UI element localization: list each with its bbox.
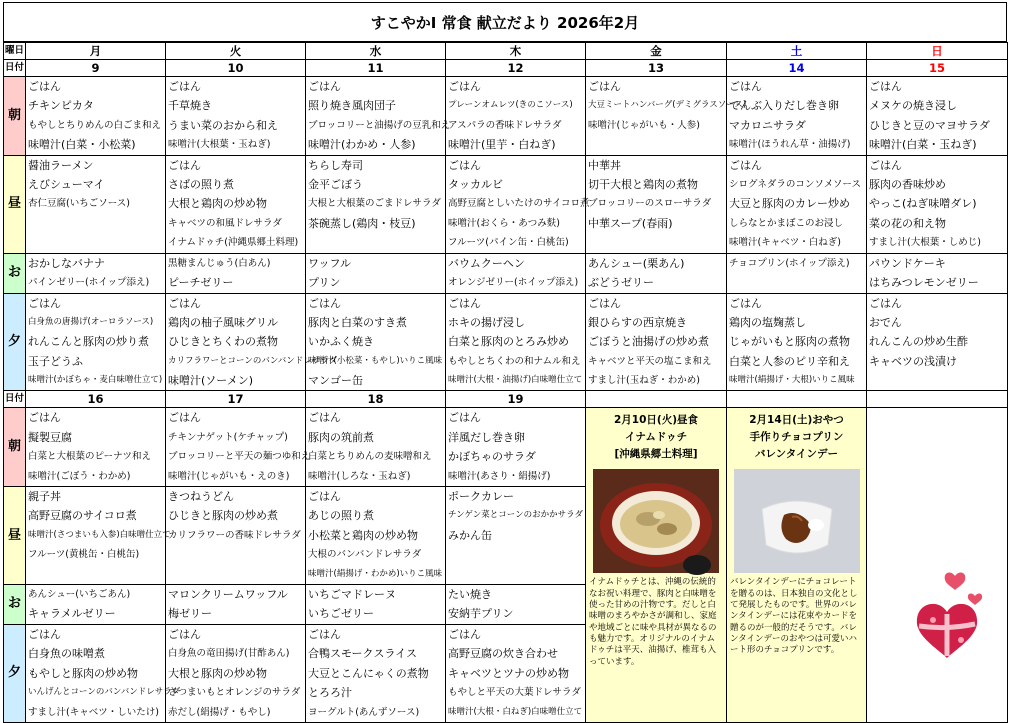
menu-item: キャベツと平天の塩こま和え: [588, 355, 712, 367]
menu-item: もやしとちりめんの白ごま和え: [28, 119, 162, 131]
menu-item: 擬製豆腐: [28, 430, 72, 444]
menu-item: もやしと豚肉の炒め物: [28, 666, 138, 680]
menu-item: チョコプリン(ホイップ添え): [729, 257, 850, 269]
menu-item: プリン: [308, 275, 341, 289]
menu-item: ごはん: [869, 158, 902, 172]
menu-item: はちみつレモンゼリー: [869, 275, 979, 289]
menu-item: 豚肉の香味炒め: [869, 177, 946, 191]
menu-item: 味噌汁(じゃがいも・えのき): [168, 470, 290, 482]
menu-item: ごはん: [168, 158, 201, 172]
menu-item: ごはん: [308, 296, 341, 310]
menu-item: 味噌汁(じゃがいも・人参): [588, 119, 700, 131]
menu-item: ごはん: [729, 80, 762, 93]
feature1-heading: イナムドゥチ: [624, 431, 688, 444]
menu-item: ワッフル: [308, 256, 352, 270]
menu-item: バウムクーヘン: [448, 256, 525, 270]
dinner-label: 夕: [4, 624, 26, 722]
menu-item: やっこ(ねぎ味噌ダレ): [869, 197, 977, 211]
breakfast-cell: [166, 408, 311, 487]
menu-item: たい焼き: [448, 587, 492, 601]
snack-cell: [727, 253, 867, 293]
menu-item: 銀ひらすの西京焼き: [588, 315, 687, 329]
feature1-heading: [沖縄県郷土料理]: [614, 448, 698, 461]
menu-item: 玉子どうふ: [28, 354, 83, 368]
date-label: 日付: [4, 60, 26, 77]
menu-item: もやしと平天の大葉ドレサラダ: [448, 687, 581, 699]
lunch-cell: [306, 155, 446, 253]
snack-cell: [306, 584, 446, 624]
date-row: [4, 60, 1008, 77]
menu-item: 切干大根と鶏肉の煮物: [588, 177, 698, 191]
weekday-row: [4, 43, 1008, 60]
menu-item: 白菜と豚肉のとろみ炒め: [448, 335, 569, 349]
lunch-cell: [867, 155, 1008, 253]
lunch-label: 昼: [4, 155, 26, 253]
breakfast-cell: [26, 408, 166, 487]
menu-item: 味噌汁(ソーメン): [168, 374, 254, 388]
menu-item: 安納芋プリン: [448, 607, 514, 621]
decoration-cell: [867, 408, 1008, 722]
menu-item: パウンドケーキ: [869, 256, 946, 270]
breakfast-cell: [306, 408, 446, 487]
lunch-cell: [26, 155, 166, 253]
menu-item: カリフラワーの香味ドレサラダ: [168, 529, 301, 541]
menu-item: ごはん: [448, 627, 481, 641]
date-cell: [867, 391, 1008, 408]
menu-item: プレーンオムレツ(きのこソース): [448, 100, 573, 111]
breakfast-cell: [727, 77, 867, 156]
menu-item: 味噌汁(ほうれん草・油揚げ): [729, 139, 851, 151]
dinner-cell: [26, 293, 166, 391]
dinner-cell: [306, 624, 446, 722]
menu-item: ごはん: [869, 80, 902, 93]
menu-item: ブロッコリーと平天の麺つゆ和え: [168, 451, 311, 463]
menu-item: でんぶ入りだし巻き卵: [729, 99, 839, 113]
menu-item: 味噌汁(しろな・玉ねぎ): [308, 470, 411, 482]
date-cell: 19: [446, 391, 586, 408]
menu-item: 高野豆腐としいたけのサイコロ煮: [448, 198, 590, 210]
weekday-cell: 月: [26, 43, 166, 60]
menu-item: 高野豆腐の炊き合わせ: [448, 647, 558, 661]
feature2-photo: [734, 469, 860, 573]
menu-item: おかしなバナナ: [28, 256, 105, 270]
menu-item: さばの照り煮: [168, 177, 234, 191]
date-cell: 14: [727, 60, 867, 77]
menu-item: 金平ごぼう: [308, 177, 363, 191]
menu-item: ごはん: [729, 158, 762, 172]
menu-item: えびシューマイ: [28, 177, 105, 191]
breakfast-cell: [306, 77, 451, 156]
menu-item: ごはん: [168, 411, 201, 425]
menu-item: いかふく焼き: [308, 335, 374, 349]
menu-item: 千草焼き: [168, 99, 212, 113]
menu-item: ごはん: [448, 80, 481, 93]
lunch-cell: [166, 155, 306, 253]
menu-item: 鶏肉の柚子風味グリル: [168, 315, 278, 329]
menu-item: 大根のバンバンドレサラダ: [308, 549, 422, 561]
snack-cell: [446, 584, 586, 624]
menu-item: 味噌汁(わかめ・人参): [308, 138, 416, 152]
menu-item: 高野豆腐のサイコロ煮: [28, 509, 137, 523]
menu-item: 味噌汁(大根葉・玉ねぎ): [168, 139, 271, 151]
feature2-panel: [727, 408, 867, 722]
menu-item: ひじきと豆のマヨサラダ: [869, 118, 990, 132]
feature1-description: イナムドゥチとは、沖縄の伝統的なお祝い料理で、豚肉と白味噌を使った甘めの汁物です。だしと白味噌のまろやかさが調和し、家庭や地域ごとに味や具材が異なるのも魅力です。オリジナルのイナムドゥチは平天、油揚げ、椎茸も入っています。: [589, 577, 717, 667]
breakfast-cell: [166, 77, 306, 156]
menu-item: チンゲン菜とコーンのおかかサラダ: [448, 510, 583, 521]
weekday-cell: 木: [446, 43, 586, 60]
menu-item: 白菜と人参のピリ辛和え: [729, 354, 850, 368]
menu-item: ぶどうゼリー: [588, 275, 654, 289]
snack-cell: [586, 253, 727, 293]
dinner-cell: [306, 293, 446, 391]
weekday-cell: 土: [727, 43, 867, 60]
menu-item: ごはん: [168, 627, 201, 641]
date-row: [4, 391, 1008, 408]
menu-item: 大根と鶏肉の炒め物: [168, 197, 267, 211]
menu-item: ごはん: [308, 490, 341, 504]
menu-item: 醤油ラーメン: [28, 158, 94, 172]
menu-item: ごはん: [28, 296, 61, 310]
menu-item: すまし汁(大根葉・しめじ): [869, 237, 981, 249]
menu-item: 大根と豚肉の炒め物: [168, 666, 267, 680]
menu-item: 梅ゼリー: [168, 607, 212, 621]
snack-label: お: [4, 584, 26, 624]
menu-item: ポークカレー: [448, 490, 514, 504]
feature2-heading: 2月14日(土)おやつ: [749, 414, 844, 427]
dinner-row: [4, 293, 1008, 391]
lunch-cell: [446, 487, 586, 585]
menu-item: キャベツの浅漬け: [869, 354, 957, 368]
menu-item: あじの照り煮: [308, 509, 374, 523]
lunch-cell: [446, 155, 590, 253]
menu-item: ごはん: [448, 411, 481, 425]
menu-item: イナムドゥチ(沖縄県郷土料理): [168, 237, 299, 249]
menu-item: 照り焼き風肉団子: [308, 99, 396, 113]
menu-item: ブロッコリーのスローサラダ: [588, 198, 712, 210]
menu-item: きつねうどん: [168, 490, 234, 504]
snack-cell: [26, 253, 166, 293]
menu-item: あんシュー(栗あん): [588, 256, 685, 270]
menu-item: おでん: [869, 315, 902, 329]
menu-item: 茶碗蒸し(鶏肉・枝豆): [308, 216, 416, 230]
menu-item: ごはん: [729, 296, 762, 310]
menu-item: 味噌汁(ごぼう・わかめ): [28, 470, 131, 482]
menu-item: すまし汁(キャベツ・しいたけ): [28, 706, 159, 718]
menu-item: 味噌汁(おくら・あつみ麩): [448, 217, 560, 229]
lunch-cell: [586, 155, 727, 253]
menu-item: れんこんと豚肉の炒り煮: [28, 335, 149, 349]
weekday-label: 曜日: [4, 43, 26, 60]
menu-item: パインゼリー(ホイップ添え): [28, 276, 150, 288]
breakfast-cell: [446, 408, 586, 487]
menu-item: マカロニサラダ: [729, 118, 806, 132]
menu-item: れんこんの炒め生酢: [869, 335, 968, 349]
date-cell: 10: [166, 60, 306, 77]
menu-item: いちごマドレーヌ: [308, 587, 396, 601]
menu-item: ごはん: [308, 627, 341, 641]
menu-item: 小松菜と鶏肉の炒め物: [308, 528, 418, 542]
menu-item: 豚肉と白菜のすき煮: [308, 315, 407, 329]
snack-cell: [306, 253, 446, 293]
gift-heart-icon: [905, 568, 991, 658]
menu-item: 味噌汁(絹揚げ・大根)いりこ風味: [729, 375, 855, 386]
menu-item: 白菜とちりめんの麦味噌和え: [308, 451, 432, 463]
menu-item: キャベツとツナの炒め物: [448, 666, 569, 680]
menu-item: キャベツの和風ドレサラダ: [168, 217, 282, 229]
menu-item: 鶏肉の塩麹蒸し: [729, 315, 806, 329]
menu-calendar: [3, 42, 1008, 723]
menu-item: もやしとちくわの和ナムル和え: [448, 355, 581, 367]
menu-item: いちごゼリー: [308, 607, 374, 621]
menu-item: 大豆と豚肉のカレー炒め: [729, 197, 850, 211]
menu-item: ひじきと豚肉の炒め煮: [168, 509, 278, 523]
menu-item: 中華スープ(春雨): [588, 216, 673, 230]
breakfast-row: [4, 77, 1008, 156]
menu-item: 赤だし(絹揚げ・もやし): [168, 706, 271, 718]
date-cell: [727, 391, 867, 408]
menu-item: チキンピカタ: [28, 99, 94, 113]
menu-item: 味噌汁(大根・白ねぎ)白味噌仕立て: [448, 706, 583, 717]
menu-item: かぼちゃのサラダ: [448, 450, 536, 464]
date-cell: 15: [867, 60, 1008, 77]
menu-item: 中華丼: [588, 158, 621, 172]
menu-item: 白身魚の唐揚げ(オーロラソース): [28, 316, 154, 327]
weekday-cell: 金: [586, 43, 727, 60]
menu-item: ごはん: [308, 411, 341, 425]
menu-item: フルーツ(黄桃缶・白桃缶): [28, 549, 140, 561]
snack-cell: [166, 253, 306, 293]
date-cell: 17: [166, 391, 306, 408]
snack-cell: [166, 584, 306, 624]
menu-item: 味噌汁(小松菜・もやし)いりこ風味: [308, 355, 443, 366]
menu-item: 白身魚の竜田揚げ(甘酢あん): [168, 648, 290, 660]
feature1-heading: 2月10日(火)昼食: [613, 414, 698, 427]
date-label: 日付: [4, 391, 26, 408]
menu-item: あんシュー(いちごあん): [28, 588, 131, 600]
menu-item: シログネダラのコンソメソース: [729, 178, 861, 190]
snack-cell: [867, 253, 1008, 293]
dinner-cell: [586, 293, 727, 391]
menu-item: フルーツ(パイン缶・白桃缶): [448, 237, 569, 249]
menu-item: ヨーグルト(あんずソース): [308, 706, 420, 718]
dinner-cell: [446, 624, 586, 722]
menu-item: 味噌汁(あさり・絹揚げ): [448, 470, 551, 482]
menu-item: ごはん: [28, 80, 61, 93]
snack-row: [4, 253, 1008, 293]
dinner-cell: [727, 293, 867, 391]
snack-label: お: [4, 253, 26, 293]
menu-item: 菜の花の和え物: [869, 216, 946, 230]
feature1-photo: [593, 469, 719, 573]
dinner-cell: [166, 624, 306, 722]
lunch-row: [4, 155, 1008, 253]
dinner-cell: [446, 293, 586, 391]
menu-item: すまし汁(玉ねぎ・わかめ): [588, 375, 700, 387]
menu-item: 味噌汁(里芋・白ねぎ): [448, 138, 556, 152]
menu-item: ごはん: [448, 296, 481, 310]
dinner-cell: [867, 293, 1008, 391]
menu-item: 杏仁豆腐(いちごソース): [28, 198, 130, 210]
lunch-cell: [166, 487, 306, 585]
menu-item: 味噌汁(かぼちゃ・麦白味噌仕立て): [28, 375, 163, 386]
dinner-label: 夕: [4, 293, 26, 391]
menu-item: 味噌汁(大根・油揚げ)白味噌仕立て: [448, 375, 583, 386]
breakfast-cell: [26, 77, 166, 156]
breakfast-cell: [446, 77, 586, 156]
date-cell: 9: [26, 60, 166, 77]
breakfast-label: 朝: [4, 77, 26, 156]
menu-item: 白身魚の味噌煮: [28, 647, 105, 661]
feature1-panel: [586, 408, 727, 722]
menu-item: 豚肉の筑前煮: [308, 430, 374, 444]
menu-item: ごはん: [588, 296, 621, 310]
menu-item: ごはん: [448, 158, 481, 172]
feature2-heading: バレンタインデー: [754, 448, 839, 461]
lunch-label: 昼: [4, 487, 26, 585]
page-title: すこやかⅠ 常食 献立だより 2026年2月: [3, 2, 1007, 42]
menu-item: 親子丼: [28, 490, 61, 504]
weekday-cell: 日: [867, 43, 1008, 60]
menu-item: メヌケの焼き浸し: [869, 99, 957, 113]
date-cell: 13: [586, 60, 727, 77]
menu-item: 黒糖まんじゅう(白あん): [168, 257, 271, 269]
menu-item: 白菜と大根葉のピーナツ和え: [28, 451, 152, 463]
menu-item: 味噌汁(さつまいも入参)白味噌仕立て: [28, 529, 171, 540]
menu-item: ごはん: [28, 411, 61, 425]
snack-cell: [446, 253, 586, 293]
dinner-cell: [26, 624, 181, 722]
menu-item: ごぼうと油揚げの炒め煮: [588, 335, 709, 349]
menu-item: 味噌汁(白菜・小松菜): [28, 138, 136, 152]
lunch-cell: [26, 487, 171, 585]
menu-item: 味噌汁(白菜・玉ねぎ): [869, 138, 977, 152]
menu-item: 大豆ミートハンバーグ(デミグラスソース): [588, 100, 747, 111]
menu-item: うまい菜のおから和え: [168, 118, 278, 132]
menu-item: ホキの揚げ浸し: [448, 315, 525, 329]
date-cell: 11: [306, 60, 446, 77]
menu-item: ブロッコリーと油揚げの豆乳和え: [308, 119, 451, 131]
menu-item: ごはん: [168, 80, 201, 93]
breakfast-cell: [867, 77, 1008, 156]
menu-item: ピーチゼリー: [168, 275, 234, 289]
menu-item: とろろ汁: [308, 686, 352, 700]
breakfast-row: [4, 408, 1008, 487]
snack-cell: [26, 584, 166, 624]
menu-item: タッカルビ: [448, 177, 503, 191]
menu-item: ちらし寿司: [308, 158, 363, 172]
menu-item: マロンクリームワッフル: [168, 587, 288, 601]
menu-item: しらなとかまぼこのお浸し: [729, 217, 844, 229]
menu-item: チキンナゲット(ケチャップ): [168, 431, 288, 443]
date-cell: [586, 391, 727, 408]
menu-item: さつまいもとオレンジのサラダ: [168, 687, 301, 699]
menu-item: 味噌汁(キャベツ・白ねぎ): [729, 237, 841, 249]
breakfast-label: 朝: [4, 408, 26, 487]
date-cell: 16: [26, 391, 166, 408]
feature2-heading: 手作りチョコプリン: [749, 431, 844, 444]
menu-item: キャラメルゼリー: [28, 607, 116, 621]
date-cell: 18: [306, 391, 446, 408]
menu-item: カリフラワーとコーンのバンバンドレサラダ: [168, 355, 338, 366]
date-cell: 12: [446, 60, 586, 77]
menu-item: じゃがいもと豚肉の煮物: [729, 335, 850, 349]
menu-item: ひじきとちくわの煮物: [168, 335, 278, 349]
menu-item: ごはん: [869, 296, 902, 310]
breakfast-cell: [586, 77, 747, 156]
menu-item: オレンジゼリー(ホイップ添え): [448, 276, 579, 288]
menu-item: 合鴨スモークスライス: [308, 647, 418, 661]
weekday-cell: 火: [166, 43, 306, 60]
menu-item: ごはん: [308, 80, 341, 93]
lunch-cell: [727, 155, 867, 253]
menu-item: 味噌汁(絹揚げ・わかめ)いりこ風味: [308, 568, 443, 579]
menu-item: 大根と大根葉のごまドレサラダ: [308, 198, 441, 210]
menu-item: ごはん: [168, 296, 201, 310]
menu-item: 洋風だし巻き卵: [448, 430, 525, 444]
lunch-cell: [306, 487, 446, 585]
menu-item: アスパラの香味ドレサラダ: [448, 119, 562, 131]
menu-item: ごはん: [28, 627, 61, 641]
menu-item: みかん缶: [448, 528, 492, 542]
feature2-description: バレンタインデーにチョコレートを贈るのは、日本独自の文化として発展したものです。世界のバレンタインデーには花束やカードを贈るのが一般的だそうです。バレンタインデーのおやつは可愛いハート形のチョコプリンです。: [730, 577, 858, 656]
menu-item: いんげんとコーンのバンバンドレサラダ: [28, 687, 181, 698]
menu-item: ごはん: [588, 80, 621, 93]
menu-item: 大豆とこんにゃくの煮物: [308, 666, 429, 680]
weekday-cell: 水: [306, 43, 446, 60]
menu-item: マンゴー缶: [308, 374, 363, 388]
